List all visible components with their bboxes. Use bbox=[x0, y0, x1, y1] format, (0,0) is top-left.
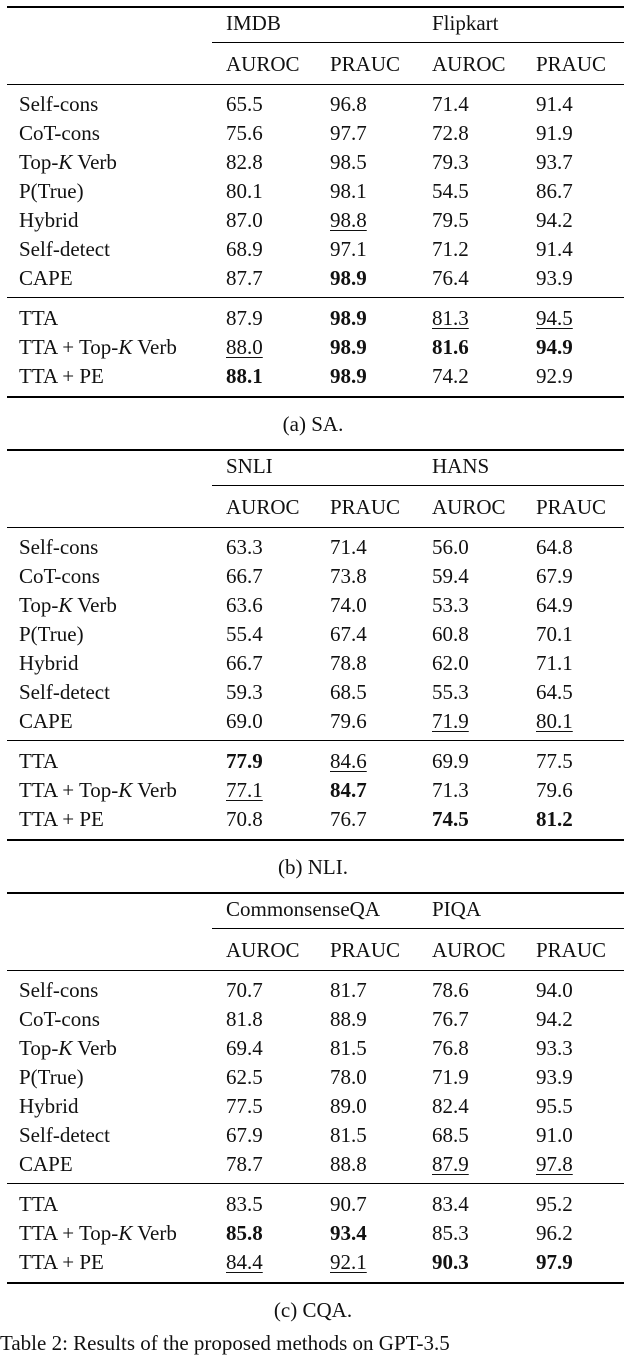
value-cell: 89.0 bbox=[330, 1094, 367, 1118]
value-cell: 82.4 bbox=[432, 1094, 469, 1118]
value-cell: 85.3 bbox=[432, 1221, 469, 1245]
value-cell: 91.0 bbox=[536, 1123, 573, 1147]
value-cell: 79.5 bbox=[432, 208, 469, 232]
value-cell: 93.9 bbox=[536, 1065, 573, 1089]
value-cell: 65.5 bbox=[226, 92, 263, 116]
value-cell: 93.7 bbox=[536, 150, 573, 174]
value-cell: 97.8 bbox=[536, 1152, 573, 1176]
value-cell: 88.9 bbox=[330, 1007, 367, 1031]
dataset-header: SNLI bbox=[226, 454, 273, 478]
value-cell: 92.1 bbox=[330, 1250, 367, 1274]
method-label: TTA + PE bbox=[19, 1250, 104, 1274]
value-cell: 64.5 bbox=[536, 680, 573, 704]
value-cell: 98.9 bbox=[330, 335, 367, 359]
subtable-caption: (c) CQA. bbox=[273, 1298, 353, 1322]
value-cell: 56.0 bbox=[432, 535, 469, 559]
value-cell: 78.6 bbox=[432, 978, 469, 1002]
value-cell: 63.6 bbox=[226, 593, 263, 617]
value-cell: 95.2 bbox=[536, 1192, 573, 1216]
method-label: Hybrid bbox=[19, 1094, 79, 1118]
value-cell: 98.1 bbox=[330, 179, 367, 203]
value-cell: 87.9 bbox=[432, 1152, 469, 1176]
method-label: P(True) bbox=[19, 1065, 84, 1089]
header-rule bbox=[7, 970, 624, 971]
partial-rule bbox=[212, 928, 624, 929]
value-cell: 98.5 bbox=[330, 150, 367, 174]
group-rule bbox=[7, 740, 624, 741]
value-cell: 73.8 bbox=[330, 564, 367, 588]
value-cell: 80.1 bbox=[226, 179, 263, 203]
method-label: CAPE bbox=[19, 266, 73, 290]
value-cell: 74.5 bbox=[432, 807, 469, 831]
value-cell: 74.0 bbox=[330, 593, 367, 617]
value-cell: 76.4 bbox=[432, 266, 469, 290]
metric-header: AUROC bbox=[432, 495, 506, 519]
value-cell: 72.8 bbox=[432, 121, 469, 145]
value-cell: 87.0 bbox=[226, 208, 263, 232]
value-cell: 67.9 bbox=[536, 564, 573, 588]
value-cell: 77.9 bbox=[226, 749, 263, 773]
method-label: CAPE bbox=[19, 1152, 73, 1176]
value-cell: 81.5 bbox=[330, 1123, 367, 1147]
value-cell: 87.7 bbox=[226, 266, 263, 290]
partial-rule bbox=[212, 42, 624, 43]
value-cell: 78.0 bbox=[330, 1065, 367, 1089]
value-cell: 81.8 bbox=[226, 1007, 263, 1031]
value-cell: 74.2 bbox=[432, 364, 469, 388]
value-cell: 87.9 bbox=[226, 306, 263, 330]
dataset-header: CommonsenseQA bbox=[226, 897, 380, 921]
value-cell: 55.3 bbox=[432, 680, 469, 704]
metric-header: AUROC bbox=[226, 938, 300, 962]
method-label: Top-K Verb bbox=[19, 593, 117, 617]
value-cell: 92.9 bbox=[536, 364, 573, 388]
header-rule bbox=[7, 527, 624, 528]
value-cell: 88.8 bbox=[330, 1152, 367, 1176]
group-rule bbox=[7, 297, 624, 298]
value-cell: 94.2 bbox=[536, 208, 573, 232]
value-cell: 70.8 bbox=[226, 807, 263, 831]
metric-header: PRAUC bbox=[536, 495, 607, 519]
method-label: Hybrid bbox=[19, 651, 79, 675]
bottom-rule bbox=[7, 839, 624, 841]
value-cell: 88.0 bbox=[226, 335, 263, 359]
value-cell: 59.4 bbox=[432, 564, 469, 588]
value-cell: 84.7 bbox=[330, 778, 367, 802]
value-cell: 95.5 bbox=[536, 1094, 573, 1118]
value-cell: 80.1 bbox=[536, 709, 573, 733]
value-cell: 78.7 bbox=[226, 1152, 263, 1176]
value-cell: 68.5 bbox=[432, 1123, 469, 1147]
metric-header: PRAUC bbox=[536, 52, 607, 76]
value-cell: 91.4 bbox=[536, 237, 573, 261]
metric-header: PRAUC bbox=[536, 938, 607, 962]
value-cell: 60.8 bbox=[432, 622, 469, 646]
method-label: Top-K Verb bbox=[19, 150, 117, 174]
method-label: TTA + Top-K Verb bbox=[19, 778, 177, 802]
method-label: TTA + Top-K Verb bbox=[19, 335, 177, 359]
value-cell: 97.9 bbox=[536, 1250, 573, 1274]
value-cell: 96.8 bbox=[330, 92, 367, 116]
value-cell: 82.8 bbox=[226, 150, 263, 174]
value-cell: 69.9 bbox=[432, 749, 469, 773]
method-label: CAPE bbox=[19, 709, 73, 733]
top-rule bbox=[7, 892, 624, 894]
value-cell: 83.4 bbox=[432, 1192, 469, 1216]
value-cell: 69.0 bbox=[226, 709, 263, 733]
metric-header: AUROC bbox=[432, 52, 506, 76]
value-cell: 83.5 bbox=[226, 1192, 263, 1216]
value-cell: 81.7 bbox=[330, 978, 367, 1002]
partial-rule bbox=[212, 485, 624, 486]
method-label: TTA bbox=[19, 1192, 59, 1216]
value-cell: 62.0 bbox=[432, 651, 469, 675]
metric-header: AUROC bbox=[226, 495, 300, 519]
value-cell: 68.9 bbox=[226, 237, 263, 261]
value-cell: 94.9 bbox=[536, 335, 573, 359]
value-cell: 53.3 bbox=[432, 593, 469, 617]
value-cell: 77.1 bbox=[226, 778, 263, 802]
value-cell: 90.3 bbox=[432, 1250, 469, 1274]
value-cell: 94.0 bbox=[536, 978, 573, 1002]
value-cell: 71.4 bbox=[330, 535, 367, 559]
value-cell: 93.9 bbox=[536, 266, 573, 290]
value-cell: 66.7 bbox=[226, 651, 263, 675]
value-cell: 62.5 bbox=[226, 1065, 263, 1089]
value-cell: 77.5 bbox=[536, 749, 573, 773]
method-label: Self-detect bbox=[19, 680, 110, 704]
value-cell: 67.4 bbox=[330, 622, 367, 646]
subtable-caption: (b) NLI. bbox=[278, 855, 348, 879]
dataset-header: IMDB bbox=[226, 11, 281, 35]
method-label: Hybrid bbox=[19, 208, 79, 232]
value-cell: 76.8 bbox=[432, 1036, 469, 1060]
group-rule bbox=[7, 1183, 624, 1184]
value-cell: 76.7 bbox=[330, 807, 367, 831]
method-label: CoT-cons bbox=[19, 1007, 100, 1031]
method-label: TTA bbox=[19, 306, 59, 330]
value-cell: 84.6 bbox=[330, 749, 367, 773]
value-cell: 71.2 bbox=[432, 237, 469, 261]
dataset-header: Flipkart bbox=[432, 11, 499, 35]
value-cell: 88.1 bbox=[226, 364, 263, 388]
value-cell: 71.9 bbox=[432, 1065, 469, 1089]
value-cell: 71.3 bbox=[432, 778, 469, 802]
value-cell: 98.9 bbox=[330, 364, 367, 388]
value-cell: 97.7 bbox=[330, 121, 367, 145]
value-cell: 81.2 bbox=[536, 807, 573, 831]
value-cell: 71.1 bbox=[536, 651, 573, 675]
method-label: Self-cons bbox=[19, 978, 99, 1002]
value-cell: 64.9 bbox=[536, 593, 573, 617]
method-label: P(True) bbox=[19, 179, 84, 203]
method-label: TTA + Top-K Verb bbox=[19, 1221, 177, 1245]
top-rule bbox=[7, 6, 624, 8]
value-cell: 91.4 bbox=[536, 92, 573, 116]
value-cell: 97.1 bbox=[330, 237, 367, 261]
value-cell: 77.5 bbox=[226, 1094, 263, 1118]
value-cell: 84.4 bbox=[226, 1250, 263, 1274]
method-label: TTA + PE bbox=[19, 807, 104, 831]
value-cell: 67.9 bbox=[226, 1123, 263, 1147]
method-label: P(True) bbox=[19, 622, 84, 646]
value-cell: 81.6 bbox=[432, 335, 469, 359]
value-cell: 85.8 bbox=[226, 1221, 263, 1245]
value-cell: 71.9 bbox=[432, 709, 469, 733]
value-cell: 91.9 bbox=[536, 121, 573, 145]
method-label: Self-cons bbox=[19, 92, 99, 116]
value-cell: 63.3 bbox=[226, 535, 263, 559]
method-label: CoT-cons bbox=[19, 121, 100, 145]
method-label: CoT-cons bbox=[19, 564, 100, 588]
metric-header: PRAUC bbox=[330, 495, 401, 519]
value-cell: 81.5 bbox=[330, 1036, 367, 1060]
dataset-header: HANS bbox=[432, 454, 490, 478]
value-cell: 68.5 bbox=[330, 680, 367, 704]
value-cell: 94.2 bbox=[536, 1007, 573, 1031]
dataset-header: PIQA bbox=[432, 897, 482, 921]
value-cell: 98.9 bbox=[330, 306, 367, 330]
method-label: TTA + PE bbox=[19, 364, 104, 388]
method-label: Self-cons bbox=[19, 535, 99, 559]
value-cell: 75.6 bbox=[226, 121, 263, 145]
bottom-rule bbox=[7, 1282, 624, 1284]
value-cell: 55.4 bbox=[226, 622, 263, 646]
metric-header: AUROC bbox=[226, 52, 300, 76]
value-cell: 66.7 bbox=[226, 564, 263, 588]
value-cell: 94.5 bbox=[536, 306, 573, 330]
value-cell: 98.9 bbox=[330, 266, 367, 290]
bottom-rule bbox=[7, 396, 624, 398]
table-caption-footer: Table 2: Results of the proposed methods on GPT-3.5 bbox=[0, 1331, 450, 1355]
value-cell: 79.3 bbox=[432, 150, 469, 174]
method-label: TTA bbox=[19, 749, 59, 773]
value-cell: 64.8 bbox=[536, 535, 573, 559]
value-cell: 76.7 bbox=[432, 1007, 469, 1031]
value-cell: 78.8 bbox=[330, 651, 367, 675]
method-label: Self-detect bbox=[19, 237, 110, 261]
subtable-caption: (a) SA. bbox=[282, 412, 344, 436]
value-cell: 70.7 bbox=[226, 978, 263, 1002]
top-rule bbox=[7, 449, 624, 451]
value-cell: 96.2 bbox=[536, 1221, 573, 1245]
value-cell: 54.5 bbox=[432, 179, 469, 203]
value-cell: 79.6 bbox=[330, 709, 367, 733]
value-cell: 93.3 bbox=[536, 1036, 573, 1060]
method-label: Self-detect bbox=[19, 1123, 110, 1147]
metric-header: PRAUC bbox=[330, 938, 401, 962]
value-cell: 93.4 bbox=[330, 1221, 367, 1245]
value-cell: 90.7 bbox=[330, 1192, 367, 1216]
value-cell: 71.4 bbox=[432, 92, 469, 116]
method-label: Top-K Verb bbox=[19, 1036, 117, 1060]
header-rule bbox=[7, 84, 624, 85]
value-cell: 98.8 bbox=[330, 208, 367, 232]
value-cell: 70.1 bbox=[536, 622, 573, 646]
value-cell: 69.4 bbox=[226, 1036, 263, 1060]
value-cell: 59.3 bbox=[226, 680, 263, 704]
metric-header: PRAUC bbox=[330, 52, 401, 76]
value-cell: 79.6 bbox=[536, 778, 573, 802]
value-cell: 81.3 bbox=[432, 306, 469, 330]
metric-header: AUROC bbox=[432, 938, 506, 962]
value-cell: 86.7 bbox=[536, 179, 573, 203]
